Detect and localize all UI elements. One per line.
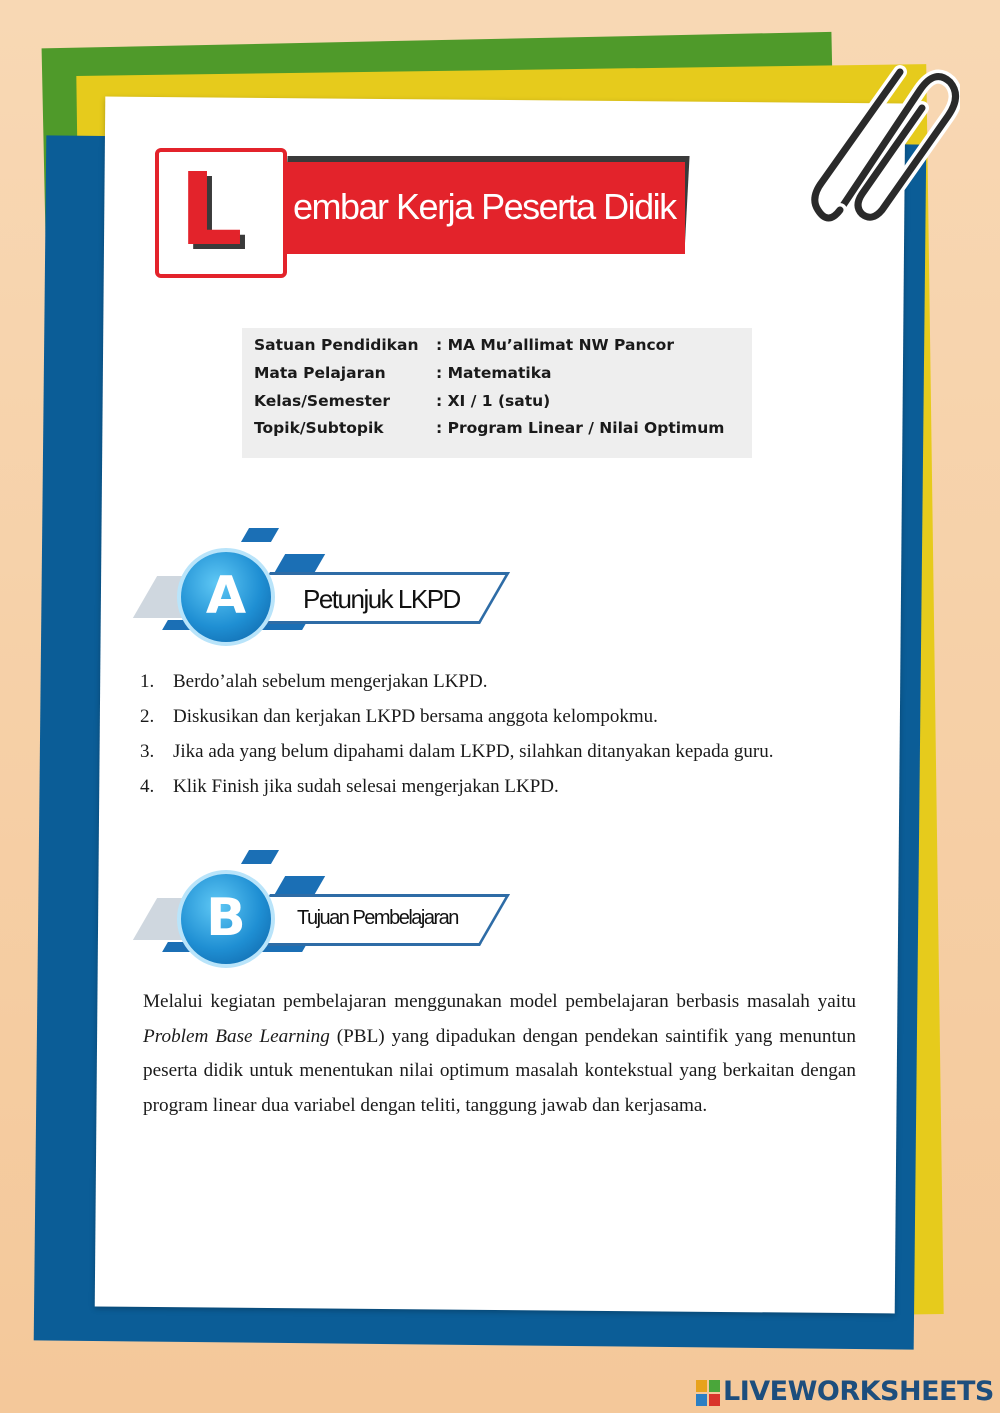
section-badge <box>177 870 275 968</box>
info-value: : MA Mu’allimat NW Pancor <box>436 336 674 354</box>
section-b-title: Tujuan Pembelajaran <box>297 907 458 929</box>
section-letter: B <box>206 888 246 948</box>
learning-objective-paragraph: Melalui kegiatan pembelajaran menggunakan model pembelajaran berbasis masalah yaitu Problem Base Learning (PBL) yang dipadukan dengan pendekan saintifik yang menuntun peserta didik untuk menentukan nilai optimum masalah kontekstual yang berkaitan dengan program linear dua variabel dengan teliti, tanggung jawab dan kerjasama. <box>143 991 856 1117</box>
info-value: : XI / 1 (satu) <box>436 392 551 410</box>
page-title: embar Kerja Peserta Didik <box>293 186 676 227</box>
info-label: Satuan Pendidikan <box>254 336 419 354</box>
list-item: 3. Jika ada yang belum dipahami dalam LKPD, silahkan ditanyakan kepada guru. <box>140 741 774 762</box>
info-value: : Matematika <box>436 364 552 382</box>
title-banner <box>155 148 685 278</box>
title-letter-box <box>155 148 287 278</box>
model-name: Problem Base Learning <box>143 1025 330 1047</box>
section-badge <box>177 548 275 646</box>
header-stripe <box>275 554 325 572</box>
info-label: Mata Pelajaran <box>254 364 386 382</box>
list-item: 1. Berdo’alah sebelum mengerjakan LKPD. <box>140 671 488 692</box>
instructions-list <box>140 668 860 808</box>
header-stripe <box>241 850 279 864</box>
title-initial-letter: L <box>179 151 243 268</box>
identity-info-box <box>242 328 752 458</box>
section-a-header <box>145 528 505 648</box>
brand-name: LIVEWORKSHEETS <box>723 1376 994 1407</box>
info-label: Kelas/Semester <box>254 392 391 410</box>
info-label: Topik/Subtopik <box>254 419 384 437</box>
list-item: 2. Diskusikan dan kerjakan LKPD bersama anggota kelompokmu. <box>140 706 658 727</box>
live-badge-icon <box>696 1380 720 1406</box>
section-b-header <box>145 850 505 970</box>
header-stripe <box>241 528 279 542</box>
list-item: 4. Klik Finish jika sudah selesai mengerjakan LKPD. <box>140 776 559 797</box>
paperclip-icon <box>810 60 960 230</box>
header-stripe <box>275 876 325 894</box>
info-value: : Program Linear / Nilai Optimum <box>436 419 725 437</box>
section-a-title: Petunjuk LKPD <box>303 584 460 614</box>
section-letter: A <box>205 566 247 626</box>
